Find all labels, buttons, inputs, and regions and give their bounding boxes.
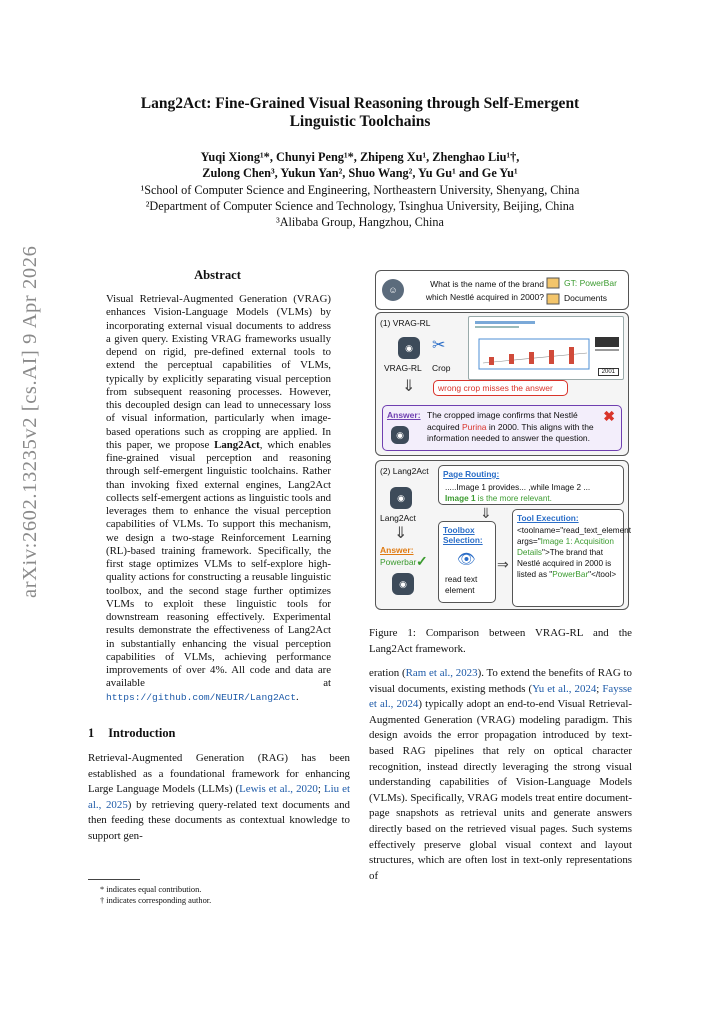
intro-text: ) by retrieving query-related text documents and then feeding these documents as contextual knowledge to support gen- xyxy=(88,798,351,842)
robot-icon: ◉ xyxy=(398,337,420,359)
routing-image1: Image 1 xyxy=(445,494,476,503)
intro-text: Retrieval-Augmented Generation (RAG) has been established as a foundational framework for enhancing Large Language Models (LLMs) ( xyxy=(88,752,350,796)
abstract-bold: Lang2Act xyxy=(214,438,260,451)
cross-icon: ✖ xyxy=(603,408,615,424)
authors xyxy=(60,150,660,181)
document-thumbnail xyxy=(468,316,624,380)
affiliation-1: ¹School of Computer Science and Engineering, Northeastern University, Shenyang, China xyxy=(140,183,580,197)
page-routing-box xyxy=(438,465,624,505)
tool-name: read text element xyxy=(445,574,478,595)
page-routing-heading: Page Routing: xyxy=(443,469,500,479)
tool-text: <toolname="read_text_ xyxy=(517,526,602,535)
answer-label: Answer: xyxy=(387,410,421,420)
answer-text: The cropped image confirms that Nestlé acquired xyxy=(427,410,578,432)
robot-icon: ◉ xyxy=(391,426,409,444)
lang2act-panel xyxy=(375,460,629,610)
intro-text: ) typically adopt an end-to-end Visual Retrieval-Augmented Generation (VRAG) modeling paradigm. This design avoids the error propagation introduced by text-based RAG pipelines that rely on optical character recognition, instead directly leveraging the strong visual understanding capabilities of Vision-Language Models (VLMs). Specifically, VRAG models treat entire document-page snapshots as retrieval units and generate answers directly based on the retrieved visual pages. Such systems effectively preserve global visual context and layout structures, which are often lost in text-only representations of xyxy=(369,698,632,882)
citation-link[interactable]: Yu et al., 2024 xyxy=(532,682,597,695)
tool-text: ">The brand that Nestlé acquired in 2000 is listed as " xyxy=(517,548,612,579)
answer-text-1 xyxy=(427,410,605,445)
intro-text: ). To extend the benefits of RAG to visual documents, existing methods ( xyxy=(369,667,632,695)
arrow-down-icon: ⇓ xyxy=(394,525,408,542)
footnote-2: † indicates corresponding author. xyxy=(100,896,212,905)
tool-text: element args=" xyxy=(517,526,631,546)
abstract-text-2: , which enables fine-grained visual perception and reasoning through self-emergent linguistic toolchains. Rather than invoking fixed external engines, Lang2Act collects self-emergent actions as linguistic tools and leverages them to enhance the visual perception capabilities of VLMs. To support this mechanism, we design a two-stage Reinforcement Learning (RL)-based training framework. Specifically, the first stage optimizes VLMs to self-explore high-quality actions for constructing a reusable linguistic toolbox, and the second stage further optimizes VLMs to exploit these linguistic tools for downstream reasoning effectively. Experimental results demonstrate the effectiveness of Lang2Act in substantially enhancing the visual perception capabilities of VLMs, achieving performance improvements of over 4%. All code and data are available at xyxy=(106,438,331,690)
intro-text: ; xyxy=(596,682,603,695)
figure-1 xyxy=(371,266,633,612)
answer-text: in 2000. This aligns with the information needed to answer the question. xyxy=(427,421,594,443)
abstract-text: Visual Retrieval-Augmented Generation (VRAG) enhances Vision-Language Models (VLMs) by incorporating external visual documents to address a given query. Existing VRAG frameworks usually depend on rigid, pre-defined external tools to extend the perceptual capabilities of VLMs, typically by explicitly separating visual perception from subsequent reasoning processes. However, this decoupled design can lead to unnecessary loss of visual information, particularly when image-based operations such as cropping are applied. In this paper, we propose xyxy=(106,293,331,451)
arrow-right-icon: ⇒ xyxy=(497,556,509,572)
answer-label: Answer: xyxy=(380,545,414,555)
panel-label: (1) VRAG-RL xyxy=(380,318,431,328)
scissors-icon: ✂ xyxy=(432,337,446,354)
toolbox-box xyxy=(438,521,496,603)
robot-icon: ◉ xyxy=(390,487,412,509)
arrow-down-icon: ⇓ xyxy=(402,378,416,395)
affiliation-2: ²Department of Computer Science and Technology, Tsinghua University, Beijing, China xyxy=(145,199,575,213)
answer-value: Powerbar xyxy=(380,557,417,567)
purina-text: Purina xyxy=(461,421,487,432)
citation-link[interactable]: Lewis et al., 2020 xyxy=(239,783,318,796)
wrong-crop-note: wrong crop misses the answer xyxy=(433,380,568,396)
routing-line: .....Image 1 provides... ,while Image 2 ... xyxy=(445,483,591,492)
panel-label: (2) Lang2Act xyxy=(380,466,429,476)
footnotes xyxy=(100,884,211,906)
affiliations xyxy=(60,182,660,230)
abstract-body: Visual Retrieval-Augmented Generation (VRAG) enhances Vision-Language Models (VLMs) by incorporating external visual documents to address a given query. Existing VRAG frameworks usually depend on rigid, pre-defined external tools to extend the perceptual capabilities of VLMs, typically by explicitly separating visual perception from subsequent reasoning processes. However, this decoupled design can lead to unnecessary loss of visual information, particularly when image-based operations such as cropping are applied. In this paper, we propose Lang2Act, which enables fine-grained visual perception and reasoning through self-emergent linguistic toolchains. Rather than invoking fixed external engines, Lang2Act collects self-emergent actions as linguistic tools and leverages them to enhance the visual perception capabilities of VLMs. To support this mechanism, we design a two-stage Reinforcement Learning (RL)-based training framework. Specifically, the first stage optimizes VLMs to self-explore high-quality actions for constructing a reusable linguistic toolbox, and the second stage further optimizes VLMs to exploit these linguistic tools for downstream reasoning effectively. Experimental results demonstrate the effectiveness of Lang2Act in substantially enhancing the visual perception capabilities of VLMs, achieving performance improvements of over 4%. All code and data are available at https://github.com/NEUIR/Lang2Act. xyxy=(106,293,331,703)
question-text xyxy=(424,278,544,304)
title-line-1: Lang2Act: Fine-Grained Visual Reasoning through Self-Emergent xyxy=(140,95,580,112)
answer-box-1 xyxy=(382,405,622,451)
section-title: Introduction xyxy=(108,726,176,740)
question-line: What is the name of the brand xyxy=(430,279,544,289)
tool-text: "</tool> xyxy=(588,570,617,579)
section-number: 1 xyxy=(88,726,95,740)
intro-left-column xyxy=(88,751,350,845)
tool-value: PowerBar xyxy=(552,570,589,579)
documents-label: Documents xyxy=(564,293,607,303)
citation-link[interactable]: Faysse et al., 2024 xyxy=(369,682,633,711)
check-icon: ✓ xyxy=(416,553,428,569)
paper-title xyxy=(60,95,660,131)
tool-execution-text xyxy=(517,525,631,580)
arxiv-stamp: arXiv:2602.13235v2 [cs.AI] 9 Apr 2026 xyxy=(19,245,41,598)
eye-icon: 👁 xyxy=(457,551,477,568)
routing-text xyxy=(445,482,590,504)
footnote-rule xyxy=(88,879,140,880)
vragrl-panel xyxy=(375,312,629,456)
footnote-1: * indicates equal contribution. xyxy=(100,885,202,894)
ground-truth: GT: PowerBar xyxy=(564,278,617,288)
year-label: 2001 xyxy=(598,368,619,376)
crop-label: Crop xyxy=(432,363,451,373)
intro-right-column xyxy=(369,666,632,884)
tool-execution-box xyxy=(512,509,631,607)
lang2act-label: Lang2Act xyxy=(380,513,416,523)
intro-text: eration ( xyxy=(369,667,406,679)
citation-link[interactable]: Ram et al., 2023 xyxy=(405,667,478,679)
authors-line-2: Zulong Chen³, Yukun Yan², Shuo Wang², Yu Gu¹ and Ge Yu¹ xyxy=(202,165,518,180)
robot-icon: ◉ xyxy=(392,573,414,595)
vragrl-label: VRAG-RL xyxy=(384,363,422,373)
document-icon xyxy=(546,276,562,306)
tool-arg: Image 1: Acquisition Details xyxy=(517,537,614,557)
user-icon: ☺ xyxy=(382,279,404,301)
section-heading xyxy=(88,726,189,741)
question-line: which Nestlé acquired in 2000? xyxy=(425,292,544,302)
figure-caption: Figure 1: Comparison between VRAG-RL and the Lang2Act framework. xyxy=(369,627,632,655)
intro-text: ; xyxy=(317,783,324,796)
authors-line-1: Yuqi Xiong¹*, Chunyi Peng¹*, Zhipeng Xu¹, Zhenghao Liu¹†, xyxy=(200,150,520,164)
citation-link[interactable]: Liu et al., 2025 xyxy=(88,783,351,811)
toolbox-heading: Toolbox Selection: xyxy=(443,525,483,545)
arrow-down-icon: ⇓ xyxy=(480,505,492,521)
title-line-2: Linguistic Toolchains xyxy=(289,113,431,130)
affiliation-3: ³Alibaba Group, Hangzhou, China xyxy=(276,215,444,229)
question-box xyxy=(375,270,629,310)
routing-line: is the more relevant. xyxy=(475,494,552,503)
tool-execution-heading: Tool Execution: xyxy=(517,513,579,523)
abstract-heading: Abstract xyxy=(194,268,241,282)
code-link[interactable]: https://github.com/NEUIR/Lang2Act xyxy=(106,691,296,703)
